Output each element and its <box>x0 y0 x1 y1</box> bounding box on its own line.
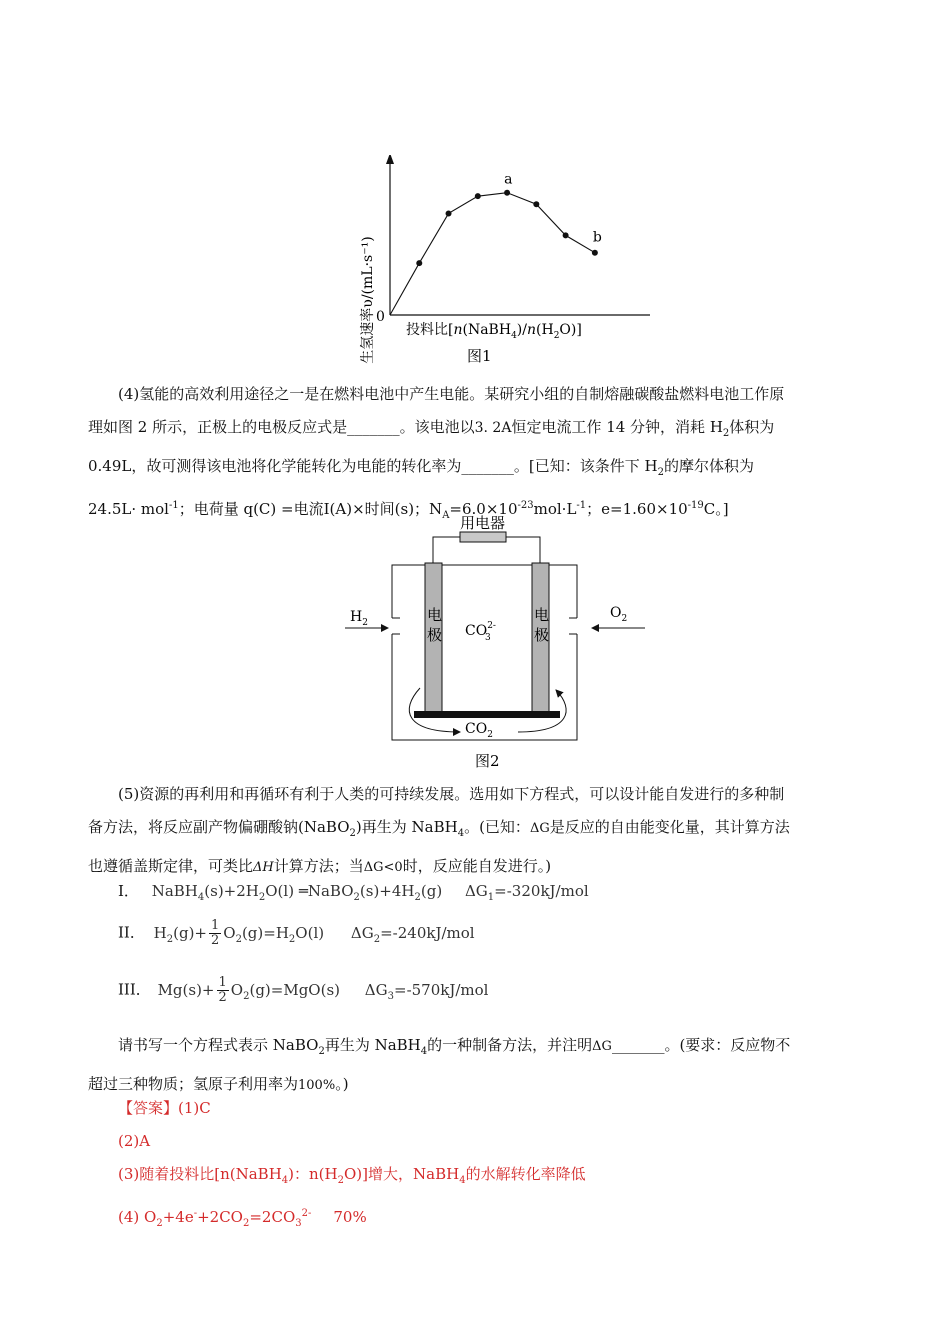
ans-part: +4e <box>162 1208 194 1226</box>
eq-part: (g) <box>420 882 443 900</box>
ans-part: (4) O <box>118 1208 157 1226</box>
ans-sub: 4 <box>459 1175 466 1186</box>
ans-part: =2CO <box>249 1208 296 1226</box>
q4-sup: -23 <box>517 500 534 511</box>
eq-part: (g)=H <box>241 923 289 942</box>
q4-sub: A <box>442 510 450 521</box>
q5-sub: 4 <box>457 828 465 839</box>
eq-part: (g)=MgO(s) <box>249 980 341 999</box>
q4-text: C。] <box>703 500 729 518</box>
q4-text: 24.5L· mol <box>88 500 169 518</box>
electrode-left-char1: 电 <box>427 606 443 624</box>
answer-block <box>118 1092 863 1240</box>
eq-part: O(l) ═NaBO <box>265 882 354 900</box>
eq3-formula <box>157 975 341 1005</box>
fig1-data-point <box>592 250 598 256</box>
eq-sub: 2 <box>243 990 250 1002</box>
eq2-fraction <box>209 919 221 948</box>
eq-part: Mg(s)+ <box>157 980 215 999</box>
q5-sub: 2 <box>349 828 356 839</box>
ans-part: (3)随着投料比[n(NaBH <box>118 1165 282 1183</box>
fig1-ylabel: 生氢速率υ/(mL·s⁻¹) <box>360 236 376 364</box>
ask-percent: 100% <box>298 1078 336 1093</box>
figure-2 <box>330 510 660 775</box>
equation-3 <box>118 976 488 1005</box>
q4-text: 体积为 <box>729 418 775 436</box>
q4-sup: -1 <box>576 500 587 511</box>
eq-part: =-320kJ/mol <box>494 882 589 900</box>
co2-label: $CO_2$ <box>465 721 493 740</box>
q4-text: mol·L <box>533 500 577 518</box>
frac-den: 2 <box>218 990 227 1005</box>
eq-sub: 2 <box>353 892 360 903</box>
ans-sub: 4 <box>281 1175 289 1186</box>
q5-text: 也遵循盖斯定律，可类比 <box>88 857 254 875</box>
q4-volume: 0.49L <box>88 457 132 475</box>
fig1-data-point <box>533 201 539 207</box>
ans-part: )：n(H <box>288 1165 338 1183</box>
external-wire <box>433 537 460 563</box>
frac-den: 2 <box>210 933 220 948</box>
eq-sub: 3 <box>387 990 394 1002</box>
electrolyte-base <box>414 711 560 718</box>
electrode-right-char2: 极 <box>534 626 550 644</box>
q4-text: 理如图 2 所示，正极上的电极反应式是 <box>88 418 348 436</box>
eq-sub: 1 <box>487 892 495 903</box>
fig1-series-line <box>390 193 595 315</box>
ans-percent: 70% <box>333 1208 367 1226</box>
fig1-data-point <box>446 210 452 216</box>
eq-sub: 2 <box>235 933 242 945</box>
q5-condition: ΔG<0 <box>363 860 403 875</box>
ask-text: 超过三种物质；氢原子利用率为 <box>88 1075 299 1093</box>
frac-num: 1 <box>210 918 220 933</box>
q4-text: 。该电池以 <box>399 418 475 436</box>
q5-delta-g: ΔG <box>529 821 550 836</box>
eq3-fraction <box>217 976 229 1005</box>
eq1-formula <box>151 882 443 903</box>
eq3-delta-g <box>364 980 489 1002</box>
fig1-data-point <box>563 232 569 238</box>
eq-sub: 2 <box>258 892 266 903</box>
ask-text: 。(要求：反应物不 <box>664 1036 791 1054</box>
fig1-data-point <box>475 193 481 199</box>
eq-part: (s)+4H <box>359 882 415 900</box>
eq-part: ΔG <box>464 882 488 900</box>
figure-1 <box>340 155 650 375</box>
eq-part: O <box>230 980 244 999</box>
q4-sub: 2 <box>722 428 730 439</box>
ask-text: 请书写一个方程式表示 NaBO <box>118 1036 319 1054</box>
q4-text: (s) <box>394 500 415 518</box>
electrode-right-char1: 电 <box>534 606 550 624</box>
ask-sub: 2 <box>318 1046 325 1057</box>
ans-part: 的水解转化率降低 <box>465 1165 586 1183</box>
eq-part: ΔG <box>364 980 388 999</box>
eq-sub: 4 <box>197 892 205 903</box>
eq-part: (g)+ <box>173 923 207 942</box>
ans-part: +2CO <box>197 1208 243 1226</box>
eq-part: O(l) <box>295 923 325 942</box>
q5-text: 计算方法；当 <box>273 857 364 875</box>
q4-sup: -19 <box>687 500 704 511</box>
eq-part: H <box>153 923 167 942</box>
eq-sub: 2 <box>373 933 381 945</box>
ans-sub: 3 <box>295 1218 302 1229</box>
eq-sub: 2 <box>414 892 421 903</box>
eq-part: ΔG <box>350 923 374 942</box>
q4-blank-1[interactable]: _______ <box>347 418 400 436</box>
answer-1: (1)C <box>178 1099 211 1117</box>
q4-text: ×时间 <box>352 500 395 518</box>
q4-paragraph <box>88 378 863 532</box>
eq-part: (s)+2H <box>204 882 259 900</box>
answer-3 <box>118 1165 586 1186</box>
q5-delta-h: ΔH <box>253 860 274 875</box>
q4-text: 恒定电流工作 14 分钟，消耗 H <box>511 418 723 436</box>
ans-sup: - <box>193 1208 198 1219</box>
q4-text: ；电荷量 q(C) =电流 <box>178 500 324 518</box>
eq-sub: 2 <box>288 933 296 945</box>
frac-num: 1 <box>218 975 227 990</box>
eq-sub: 2 <box>166 933 174 945</box>
carbonate-label: $CO^{2-}3$ <box>465 621 496 643</box>
equation-2 <box>118 919 475 948</box>
fig1-point-label-a: a <box>504 171 513 188</box>
ask-delta-g: ΔG <box>592 1039 612 1054</box>
ans-sup: 2- <box>301 1208 312 1219</box>
q4-text: ，故可测得该电池将化学能转化为电能的转化率为 <box>131 457 462 475</box>
answer-2: (2)A <box>118 1132 151 1150</box>
fig1-data-point <box>416 260 422 266</box>
q4-text: =6.0×10 <box>449 500 518 518</box>
fig1-xlabel: 投料比$[n(NaBH_4)/n(H_2O)]$ <box>406 322 582 341</box>
gas-inlet-left <box>392 618 400 634</box>
ans-sub: 2 <box>337 1175 344 1186</box>
q5-text: 。(已知： <box>464 818 530 836</box>
q4-text: 的摩尔体积为 <box>663 457 754 475</box>
h2-label: $H_2$ <box>350 609 368 628</box>
q4-blank-2[interactable]: _______ <box>461 457 514 475</box>
eq2-delta-g <box>350 923 475 945</box>
q4-text: 。[已知：该条件下 H <box>513 457 658 475</box>
q5-paragraph <box>88 778 863 884</box>
device-label: 用电器 <box>460 514 506 532</box>
eq-part: NaBH <box>151 882 198 900</box>
ask-blank[interactable]: _______ <box>611 1036 665 1054</box>
ask-text: 。) <box>335 1075 349 1093</box>
fig1-data-point <box>504 190 510 196</box>
gas-inlet-right <box>569 618 577 634</box>
fig1-y-axis-arrow <box>386 155 394 164</box>
eq2-number: II． <box>118 923 145 942</box>
o2-label: $O_2$ <box>610 605 628 624</box>
fig1-plot-area <box>386 155 650 319</box>
answer-title: 【答案】 <box>118 1099 179 1117</box>
electrode-left-char2: 极 <box>427 626 443 644</box>
eq2-formula <box>153 918 325 948</box>
equation-1 <box>118 880 589 903</box>
eq3-number: III． <box>118 980 151 999</box>
eq-part: =-570kJ/mol <box>394 980 489 999</box>
fig1-point-label-b: b <box>592 229 602 246</box>
q5-text: 备方法，将反应副产物偏硼酸钠(NaBO <box>88 818 350 836</box>
ans-sub: 2 <box>156 1218 163 1229</box>
eq1-number: I． <box>118 882 139 900</box>
q5-line1: (5)资源的再利用和再循环有利于人类的可持续发展。选用如下方程式，可以设计能自发进行的多种制 <box>118 785 785 803</box>
ans-part: O)]增大，NaBH <box>344 1165 460 1183</box>
eq1-delta-g <box>464 882 589 903</box>
q4-line1: (4)氢能的高效利用途径之一是在燃料电池中产生电能。某研究小组的自制熔融碳酸盐燃料电池工作原 <box>118 385 785 403</box>
q5-text: 是反应的自由能变化量，其计算方法 <box>549 818 790 836</box>
ask-text: 再生为 NaBH <box>324 1036 421 1054</box>
eq-part: O <box>223 923 236 942</box>
q4-text: ；e=1.60×10 <box>586 500 688 518</box>
q5-text: 时，反应能自发进行。) <box>402 857 552 875</box>
fig1-caption: 图1 <box>467 347 492 365</box>
ask-sub: 4 <box>420 1046 428 1057</box>
ask-text: 的一种制备方法，并注明 <box>427 1036 593 1054</box>
q4-text: ；N <box>414 500 443 518</box>
ans-sub: 2 <box>242 1218 250 1229</box>
q4-sup: -1 <box>168 500 179 511</box>
external-wire-right <box>506 537 540 563</box>
fig2-caption: 图2 <box>475 752 500 770</box>
eq-part: =-240kJ/mol <box>380 923 475 942</box>
q5-text: )再生为 NaBH <box>355 818 458 836</box>
q4-current: 3. 2A <box>474 420 512 436</box>
q4-text: I(A) <box>323 500 353 518</box>
answer-4 <box>118 1208 367 1229</box>
fig1-origin: 0 <box>376 309 385 325</box>
q4-sub: 2 <box>657 467 664 478</box>
device-resistor <box>460 532 506 542</box>
